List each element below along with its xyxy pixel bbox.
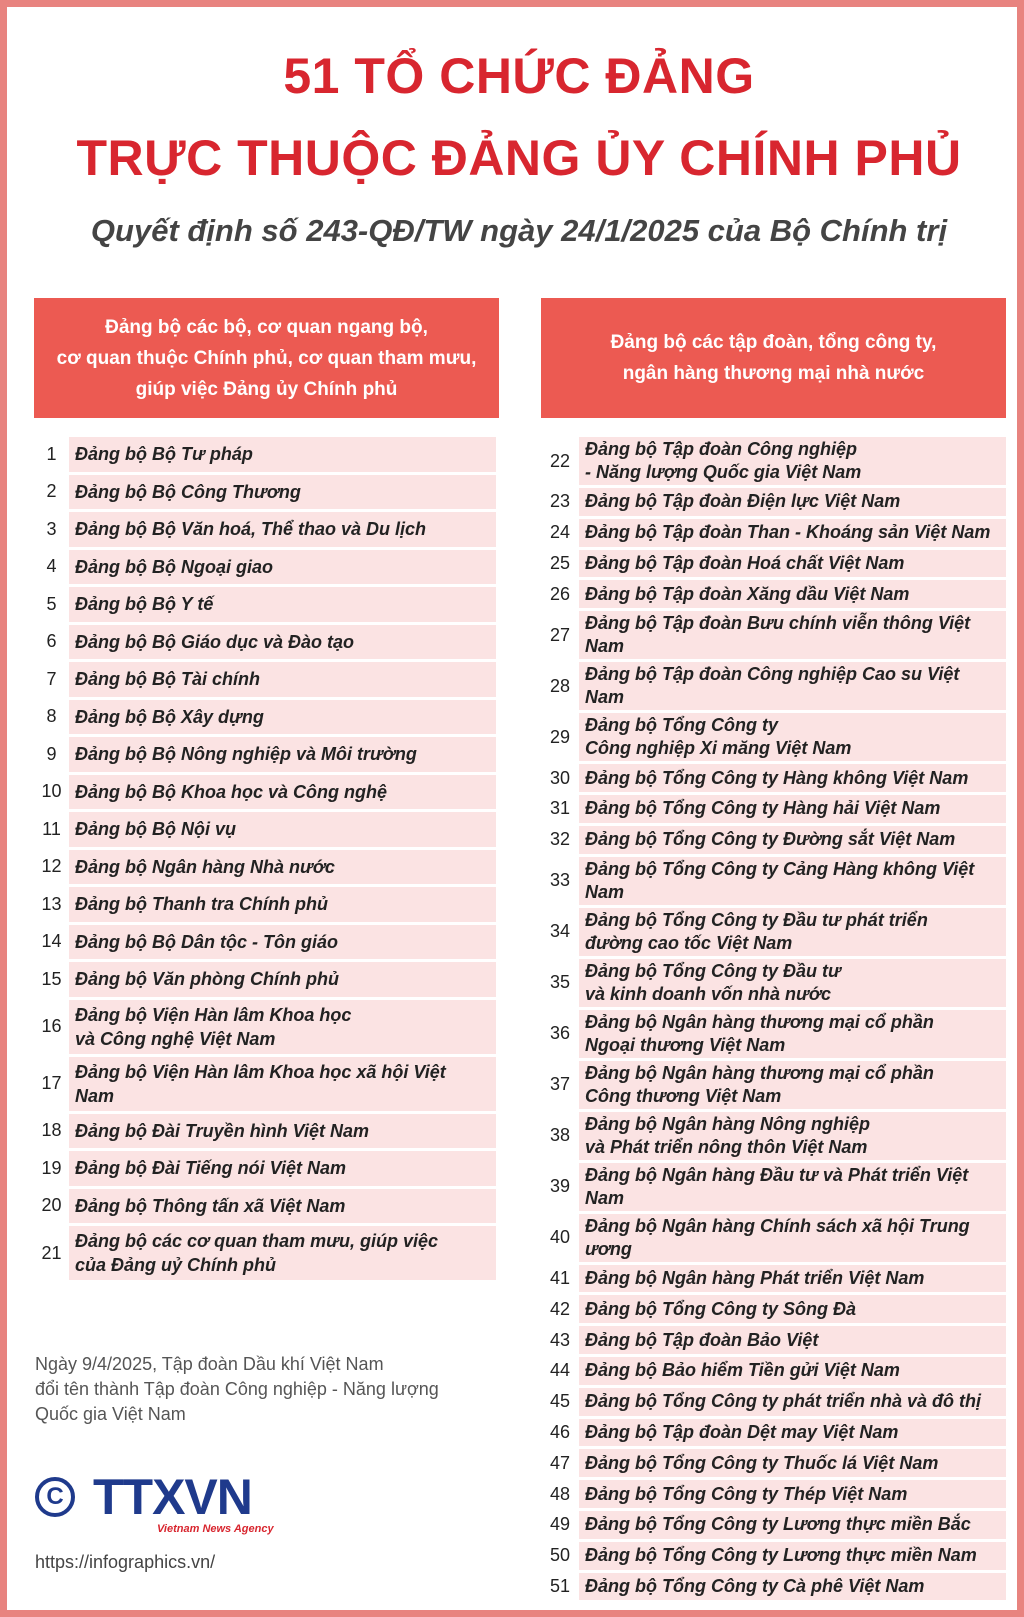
item-number: 32 [541, 826, 579, 854]
item-label: Đảng bộ Thông tấn xã Việt Nam [75, 1195, 346, 1216]
item-number: 2 [34, 475, 69, 510]
item-label: Đảng bộ Bộ Ngoại giao [75, 556, 273, 577]
item-label: Đảng bộ Thanh tra Chính phủ [75, 894, 328, 915]
item-label: Đảng bộ Tổng Công ty Đầu tư phát triển đường cao tốc Việt Nam [585, 909, 928, 953]
left-heading-line: giúp việc Đảng ủy Chính phủ [135, 378, 398, 400]
item-number: 19 [34, 1151, 69, 1186]
item-label: Đảng bộ Tổng Công ty Sông Đà [585, 1298, 856, 1319]
item-label: Đảng bộ Tập đoàn Dệt may Việt Nam [585, 1421, 899, 1442]
item-number: 43 [541, 1326, 579, 1354]
list-item [541, 795, 1006, 823]
item-label: Đảng bộ Tập đoàn Bưu chính viễn thông Việt Nam [585, 613, 971, 657]
list-item [34, 475, 496, 510]
item-label: Đảng bộ Tập đoàn Điện lực Việt Nam [585, 491, 901, 512]
item-label: Đảng bộ Bộ Tài chính [75, 669, 260, 690]
list-item [34, 737, 496, 772]
item-label: Đảng bộ Tổng Công ty Cà phê Việt Nam [585, 1575, 925, 1596]
brand-subtitle: Vietnam News Agency [157, 1523, 274, 1535]
list-item [541, 1388, 1006, 1416]
item-label: Đảng bộ Tổng Công ty Hàng hải Việt Nam [585, 798, 941, 819]
subtitle: Quyết định số 243-QĐ/TW ngày 24/1/2025 của Bộ Chính trị [90, 213, 948, 248]
list-item [541, 1214, 1006, 1262]
item-number: 33 [541, 857, 579, 905]
right-column-heading [541, 298, 1006, 418]
item-label: Đảng bộ Ngân hàng Nông nghiệp và Phát triển nông thôn Việt Nam [585, 1113, 870, 1157]
item-label: Đảng bộ Bộ Nông nghiệp và Môi trường [75, 744, 417, 765]
item-number: 4 [34, 550, 69, 585]
item-number: 44 [541, 1357, 579, 1385]
list-item [541, 713, 1006, 761]
item-number: 17 [34, 1057, 69, 1111]
list-item [34, 925, 496, 960]
list-item [541, 519, 1006, 547]
item-number: 42 [541, 1295, 579, 1323]
item-number: 40 [541, 1214, 579, 1262]
item-label: Đảng bộ Ngân hàng thương mại cổ phần Công thương Việt Nam [585, 1062, 934, 1106]
item-label: Đảng bộ Bộ Tư pháp [75, 444, 253, 465]
item-label: Đảng bộ Tổng Công ty Thuốc lá Việt Nam [585, 1452, 939, 1473]
left-organization-list [34, 437, 496, 1283]
item-label: Đảng bộ Bộ Nội vụ [75, 819, 236, 840]
list-item [541, 1573, 1006, 1601]
left-column-heading [34, 298, 499, 418]
list-item [541, 437, 1006, 485]
list-item [34, 662, 496, 697]
item-number: 37 [541, 1061, 579, 1109]
item-number: 31 [541, 795, 579, 823]
list-item [541, 1480, 1006, 1508]
item-number: 5 [34, 587, 69, 622]
list-item [541, 1163, 1006, 1211]
list-item [34, 512, 496, 547]
list-item [541, 1265, 1006, 1293]
item-number: 49 [541, 1511, 579, 1539]
rename-note [35, 1352, 455, 1427]
list-item [34, 775, 496, 810]
item-number: 25 [541, 550, 579, 578]
item-number: 41 [541, 1265, 579, 1293]
item-label: Đảng bộ Tập đoàn Công nghiệp Cao su Việt Nam [585, 664, 960, 708]
item-label: Đảng bộ Bộ Khoa học và Công nghệ [75, 781, 387, 802]
list-item [541, 826, 1006, 854]
item-label: Đảng bộ Đài Tiếng nói Việt Nam [75, 1158, 347, 1179]
note-text: Ngày 9/4/2025, Tập đoàn Dầu khí Việt Nam đổi tên thành Tập đoàn Công nghiệp - Năng lượng Quốc gia Việt Nam [35, 1354, 439, 1424]
list-item [34, 1057, 496, 1111]
item-label: Đảng bộ Tập đoàn Xăng dầu Việt Nam [585, 583, 910, 604]
list-item [541, 1542, 1006, 1570]
right-organization-list [541, 437, 1006, 1603]
left-heading-line: cơ quan thuộc Chính phủ, cơ quan tham mưu, [56, 347, 477, 369]
item-number: 50 [541, 1542, 579, 1570]
item-number: 27 [541, 611, 579, 659]
list-item [541, 1112, 1006, 1160]
item-label: Đảng bộ Ngân hàng Chính sách xã hội Trung ương [585, 1215, 970, 1259]
item-label: Đảng bộ Ngân hàng thương mại cổ phần Ngoại thương Việt Nam [585, 1011, 934, 1055]
list-item [541, 857, 1006, 905]
copyright-icon: C [35, 1477, 75, 1517]
list-item [34, 887, 496, 922]
item-label: Đảng bộ Ngân hàng Đầu tư và Phát triển Việt Nam [585, 1164, 969, 1208]
list-item [34, 437, 496, 472]
item-number: 29 [541, 713, 579, 761]
item-label: Đảng bộ Bộ Công Thương [75, 481, 301, 502]
list-item [34, 962, 496, 997]
item-number: 48 [541, 1480, 579, 1508]
item-number: 46 [541, 1419, 579, 1447]
list-item [541, 488, 1006, 516]
list-item [541, 1295, 1006, 1323]
item-number: 45 [541, 1388, 579, 1416]
list-item [34, 850, 496, 885]
item-label: Đảng bộ Đài Truyền hình Việt Nam [75, 1120, 370, 1141]
item-label: Đảng bộ Tổng Công ty Cảng Hàng không Việt Nam [585, 858, 975, 902]
item-number: 6 [34, 625, 69, 660]
item-label: Đảng bộ Tổng Công ty Hàng không Việt Nam [585, 767, 969, 788]
item-label: Đảng bộ Tổng Công ty Đường sắt Việt Nam [585, 829, 956, 850]
item-number: 12 [34, 850, 69, 885]
list-item [34, 700, 496, 735]
list-item [541, 1357, 1006, 1385]
list-item [541, 1061, 1006, 1109]
item-label: Đảng bộ Tổng Công ty Lương thực miền Nam [585, 1545, 977, 1566]
list-item [541, 1419, 1006, 1447]
item-number: 10 [34, 775, 69, 810]
item-number: 9 [34, 737, 69, 772]
list-item [541, 764, 1006, 792]
item-number: 26 [541, 580, 579, 608]
list-item [541, 1511, 1006, 1539]
item-label: Đảng bộ Bộ Xây dựng [75, 706, 264, 727]
item-label: Đảng bộ Ngân hàng Nhà nước [75, 856, 335, 877]
item-label: Đảng bộ các cơ quan tham mưu, giúp việc của Đảng uỷ Chính phủ [75, 1231, 438, 1275]
item-number: 8 [34, 700, 69, 735]
list-item [34, 550, 496, 585]
item-number: 30 [541, 764, 579, 792]
item-label: Đảng bộ Tập đoàn Than - Khoáng sản Việt Nam [585, 522, 991, 543]
item-label: Đảng bộ Tổng Công ty Thép Việt Nam [585, 1483, 908, 1504]
item-number: 47 [541, 1449, 579, 1477]
item-label: Đảng bộ Bộ Y tế [75, 594, 214, 615]
title-line-1: 51 TỔ CHỨC ĐẢNG [283, 48, 755, 104]
item-number: 11 [34, 812, 69, 847]
item-number: 14 [34, 925, 69, 960]
item-number: 24 [541, 519, 579, 547]
item-label: Đảng bộ Viện Hàn lâm Khoa học xã hội Việt Nam [75, 1061, 446, 1106]
list-item [541, 908, 1006, 956]
list-item [34, 812, 496, 847]
item-number: 3 [34, 512, 69, 547]
item-number: 18 [34, 1114, 69, 1149]
right-heading-line: ngân hàng thương mại nhà nước [622, 363, 925, 384]
item-number: 15 [34, 962, 69, 997]
item-number: 22 [541, 437, 579, 485]
item-number: 38 [541, 1112, 579, 1160]
item-label: Đảng bộ Bảo hiểm Tiền gửi Việt Nam [585, 1360, 900, 1381]
item-label: Đảng bộ Tập đoàn Bảo Việt [585, 1329, 819, 1350]
item-label: Đảng bộ Ngân hàng Phát triển Việt Nam [585, 1267, 925, 1288]
item-label: Đảng bộ Tập đoàn Hoá chất Việt Nam [585, 552, 905, 573]
item-number: 39 [541, 1163, 579, 1211]
item-label: Đảng bộ Tổng Công ty Đầu tư và kinh doanh vốn nhà nước [585, 960, 841, 1004]
list-item [541, 1449, 1006, 1477]
list-item [34, 1226, 496, 1280]
item-label: Đảng bộ Bộ Văn hoá, Thể thao và Du lịch [75, 519, 427, 540]
list-item [541, 1326, 1006, 1354]
item-number: 36 [541, 1010, 579, 1058]
item-number: 23 [541, 488, 579, 516]
source-url[interactable]: https://infographics.vn/ [35, 1552, 216, 1572]
list-item [541, 959, 1006, 1007]
list-item [541, 662, 1006, 710]
title-line-2: TRỰC THUỘC ĐẢNG ỦY CHÍNH PHỦ [76, 130, 962, 186]
item-number: 34 [541, 908, 579, 956]
ttxvn-logo [35, 1471, 295, 1533]
right-heading-line: Đảng bộ các tập đoàn, tổng công ty, [610, 332, 937, 353]
item-label: Đảng bộ Văn phòng Chính phủ [75, 969, 339, 990]
item-label: Đảng bộ Viện Hàn lâm Khoa học và Công nghệ Việt Nam [75, 1004, 352, 1049]
item-number: 21 [34, 1226, 69, 1280]
item-label: Đảng bộ Bộ Dân tộc - Tôn giáo [75, 931, 338, 952]
list-item [34, 587, 496, 622]
list-item [34, 625, 496, 660]
item-number: 1 [34, 437, 69, 472]
item-label: Đảng bộ Tổng Công ty Lương thực miền Bắc [585, 1514, 971, 1535]
list-item [541, 611, 1006, 659]
list-item [541, 1010, 1006, 1058]
list-item [34, 1114, 496, 1149]
item-label: Đảng bộ Tổng Công ty phát triển nhà và đô thị [585, 1391, 981, 1412]
list-item [34, 1151, 496, 1186]
item-number: 16 [34, 1000, 69, 1054]
list-item [541, 550, 1006, 578]
list-item [541, 580, 1006, 608]
item-number: 13 [34, 887, 69, 922]
item-number: 20 [34, 1189, 69, 1224]
item-label: Đảng bộ Tổng Công ty Công nghiệp Xi măng Việt Nam [585, 715, 852, 759]
item-label: Đảng bộ Tập đoàn Công nghiệp - Năng lượng Quốc gia Việt Nam [585, 439, 862, 482]
left-heading-line: Đảng bộ các bộ, cơ quan ngang bộ, [105, 316, 428, 338]
item-label: Đảng bộ Bộ Giáo dục và Đào tạo [75, 631, 355, 652]
item-number: 35 [541, 959, 579, 1007]
item-number: 51 [541, 1573, 579, 1601]
list-item [34, 1000, 496, 1054]
item-number: 7 [34, 662, 69, 697]
brand-name: TTXVN [93, 1469, 252, 1525]
item-number: 28 [541, 662, 579, 710]
list-item [34, 1189, 496, 1224]
